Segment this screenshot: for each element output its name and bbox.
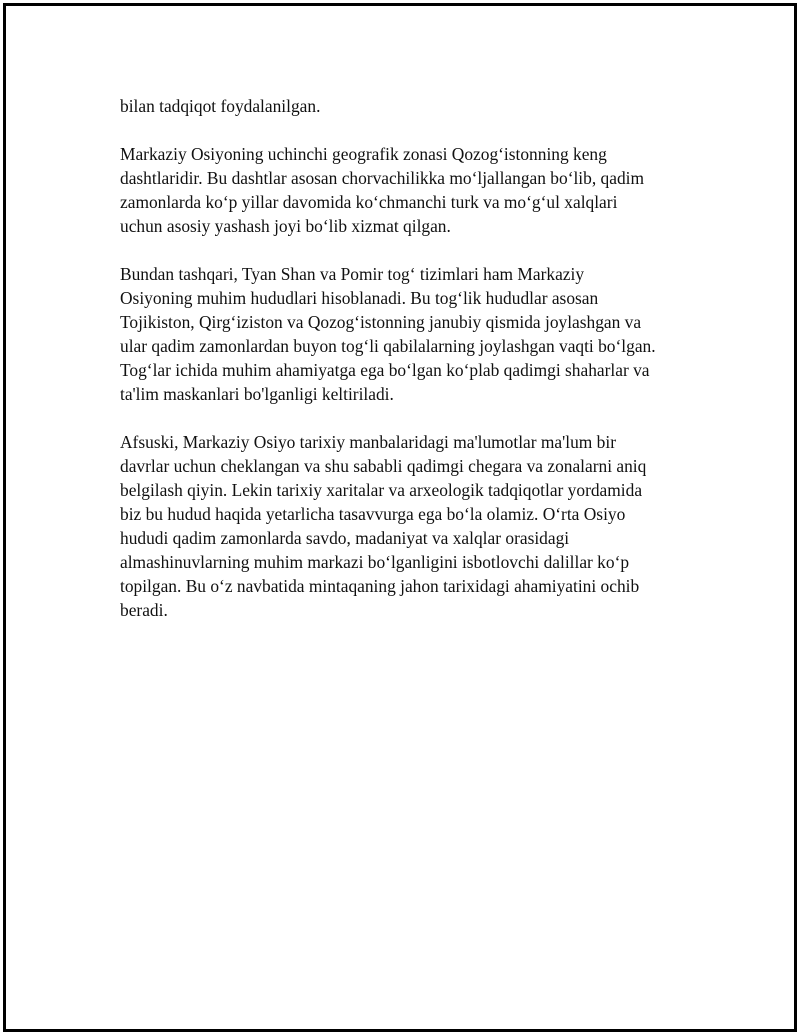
text-line: hududi qadim zamonlarda savdo, madaniyat va xalqlar orasidagi [120,528,570,548]
text-line: beradi. [120,600,168,620]
text-line: belgilash qiyin. Lekin tarixiy xaritalar va arxeologik tadqiqotlar yordamida [120,480,643,500]
text-line: davrlar uchun cheklangan va shu sababli qadimgi chegara va zonalarni aniq [120,456,647,476]
text-line: bilan tadqiqot foydalanilgan. [120,96,321,116]
text-line: ta'lim maskanlari bo'lganligi keltiriladi. [120,384,394,404]
text-line: Afsuski, Markaziy Osiyo tarixiy manbalaridagi ma'lumotlar ma'lum bir [120,432,616,452]
text-line: dashtlaridir. Bu dashtlar asosan chorvachilikka mo‘ljallangan bo‘lib, qadim [120,168,645,188]
document-page [3,3,797,1032]
paragraph-2 [120,142,680,238]
paragraph-1 [120,94,680,118]
text-line: Osiyoning muhim hududlari hisoblanadi. Bu tog‘lik hududlar asosan [120,288,599,308]
text-line: topilgan. Bu o‘z navbatida mintaqaning jahon tarixidagi ahamiyatini ochib [120,576,640,596]
text-line: Tojikiston, Qirg‘iziston va Qozog‘istonning janubiy qismida joylashgan va [120,312,642,332]
paragraph-4 [120,430,680,622]
text-line: biz bu hudud haqida yetarlicha tasavvurga ega bo‘la olamiz. O‘rta Osiyo [120,504,626,524]
text-line: Markaziy Osiyoning uchinchi geografik zonasi Qozog‘istonning keng [120,144,607,164]
text-line: ular qadim zamonlardan buyon tog‘li qabilalarning joylashgan vaqti bo‘lgan. [120,336,656,356]
text-line: uchun asosiy yashash joyi bo‘lib xizmat qilgan. [120,216,451,236]
document-body [120,94,680,646]
text-line: zamonlarda ko‘p yillar davomida ko‘chmanchi turk va mo‘g‘ul xalqlari [120,192,618,212]
text-line: Tog‘lar ichida muhim ahamiyatga ega bo‘lgan ko‘plab qadimgi shaharlar va [120,360,650,380]
text-line: Bundan tashqari, Tyan Shan va Pomir tog‘ tizimlari ham Markaziy [120,264,585,284]
text-line: almashinuvlarning muhim markazi bo‘lganligini isbotlovchi dalillar ko‘p [120,552,630,572]
paragraph-3 [120,262,680,406]
